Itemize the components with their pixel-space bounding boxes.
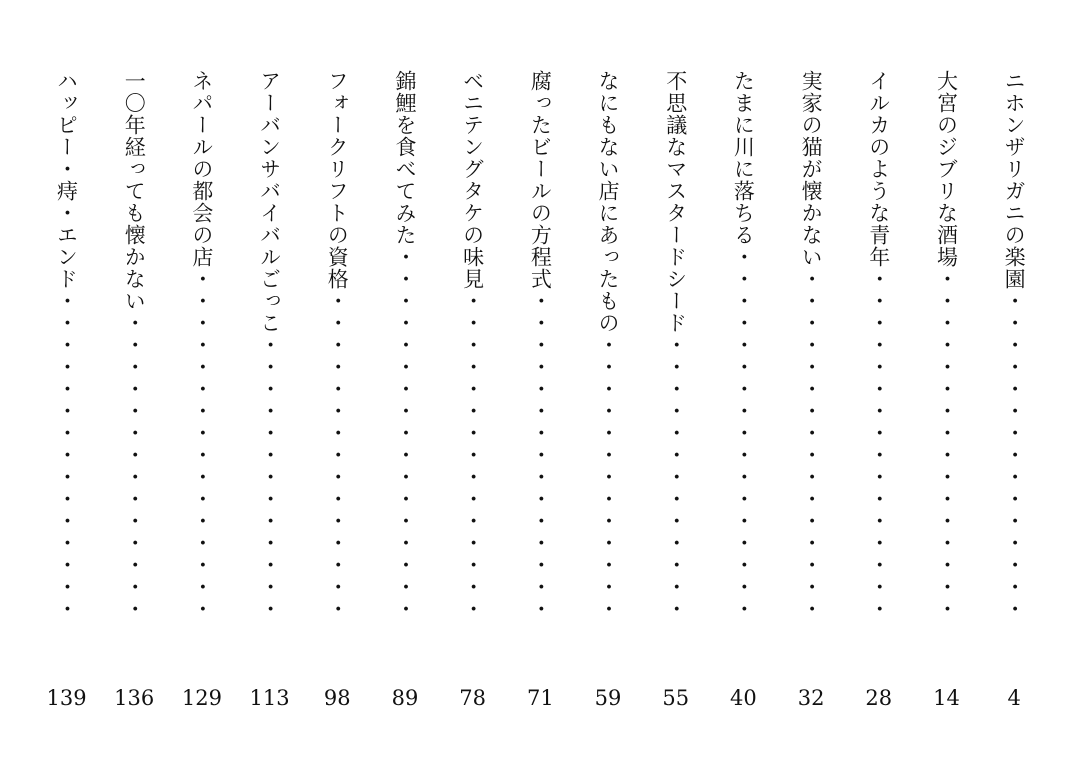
toc-leader-dots: ・・・・・・・・・・・・・・ [122,312,147,620]
toc-title-text: 大宮のジブリな酒場 [934,70,959,268]
toc-leader-dots: ・・・・・・・・・・・・・・・ [460,290,485,620]
toc-title-text: 一〇年経っても懐かない [122,70,147,312]
toc-page-number: 89 [391,686,419,710]
toc-title-text: 腐ったビールの方程式 [528,70,553,290]
toc-title-text: たまに川に落ちる [731,70,756,246]
toc-entry-title [393,70,417,670]
toc-entry[interactable] [100,70,168,712]
toc-entry[interactable] [574,70,642,712]
toc-page-number: 4 [1007,686,1021,710]
toc-leader-dots: ・・・・・・・・・・・・・ [257,334,282,620]
toc-title-text: なにもない店にあったもの [596,70,621,334]
toc-entry-title [596,70,620,670]
toc-entry-title [731,70,755,670]
toc-leader-dots: ・・・・・・・・・・・・・・・ [54,290,79,620]
toc-leader-dots: ・・・・・・・・・・・・・・・ [325,290,350,620]
toc-entry-title [528,70,552,670]
toc-entry[interactable] [439,70,507,712]
toc-leader-dots: ・・・・・・・・・・・・・・・・ [799,268,824,620]
toc-page-number: 129 [181,686,222,710]
toc-leader-dots: ・・・・・・・・・・・・・ [663,334,688,620]
toc-title-text: ニホンザリガニの楽園 [1002,70,1027,290]
toc-entry-title [799,70,823,670]
toc-title-text: ハッピー・痔・エンド [54,70,79,290]
toc-entry-title [122,70,146,670]
table-of-contents [33,70,1048,712]
toc-page-number: 40 [730,686,757,710]
toc-leader-dots: ・・・・・・・・・・・・・ [596,334,621,620]
toc-leader-dots: ・・・・・・・・・・・・・・・・・ [392,246,417,620]
toc-entry[interactable] [642,70,710,712]
toc-entry[interactable] [33,70,101,712]
toc-page-number: 14 [933,686,960,710]
toc-entry[interactable] [236,70,304,712]
toc-page-number: 32 [797,686,825,710]
toc-entry-title [1002,70,1026,670]
toc-page-number: 139 [46,686,87,710]
toc-leader-dots: ・・・・・・・・・・・・・・・・ [934,268,959,620]
toc-entry-title [55,70,79,670]
toc-title-text: 錦鯉を食べてみた [392,70,417,246]
toc-page-number: 78 [459,686,487,710]
toc-entry[interactable] [303,70,371,712]
toc-entry-title [190,70,214,670]
toc-entry-title [258,70,282,670]
toc-page-number: 136 [114,686,155,710]
toc-entry-title [461,70,485,670]
toc-entry[interactable] [168,70,236,712]
toc-entry-title [664,70,688,670]
toc-entry[interactable] [777,70,845,712]
toc-page-number: 98 [323,686,351,710]
toc-page-number: 59 [594,686,622,710]
toc-entry-title [934,70,958,670]
toc-entry-title [867,70,891,670]
toc-leader-dots: ・・・・・・・・・・・・・・・ [528,290,553,620]
toc-entry[interactable] [710,70,778,712]
toc-title-text: アーバンサバイバルごっこ [257,70,282,334]
toc-leader-dots: ・・・・・・・・・・・・・・・ [1002,290,1027,620]
toc-leader-dots: ・・・・・・・・・・・・・・・・ [189,268,214,620]
toc-entry[interactable] [507,70,575,712]
toc-title-text: 実家の猫が懐かない [799,70,824,268]
toc-entry-title [325,70,349,670]
toc-title-text: ベニテングタケの味見 [460,70,485,290]
toc-entry[interactable] [371,70,439,712]
toc-entry[interactable] [845,70,913,712]
toc-leader-dots: ・・・・・・・・・・・・・・・・・ [731,246,756,620]
toc-page-number: 113 [249,686,290,710]
toc-title-text: フォークリフトの資格 [325,70,350,290]
toc-page-number: 28 [865,686,893,710]
toc-title-text: ネパールの都会の店 [189,70,214,268]
toc-leader-dots: ・・・・・・・・・・・・・・・・ [866,268,891,620]
toc-entry[interactable] [913,70,981,712]
toc-entry[interactable] [980,70,1048,712]
toc-title-text: 不思議なマスタードシード [663,70,688,334]
toc-page-number: 55 [662,686,690,710]
toc-page-number: 71 [526,686,554,710]
toc-title-text: イルカのような青年 [866,70,891,268]
